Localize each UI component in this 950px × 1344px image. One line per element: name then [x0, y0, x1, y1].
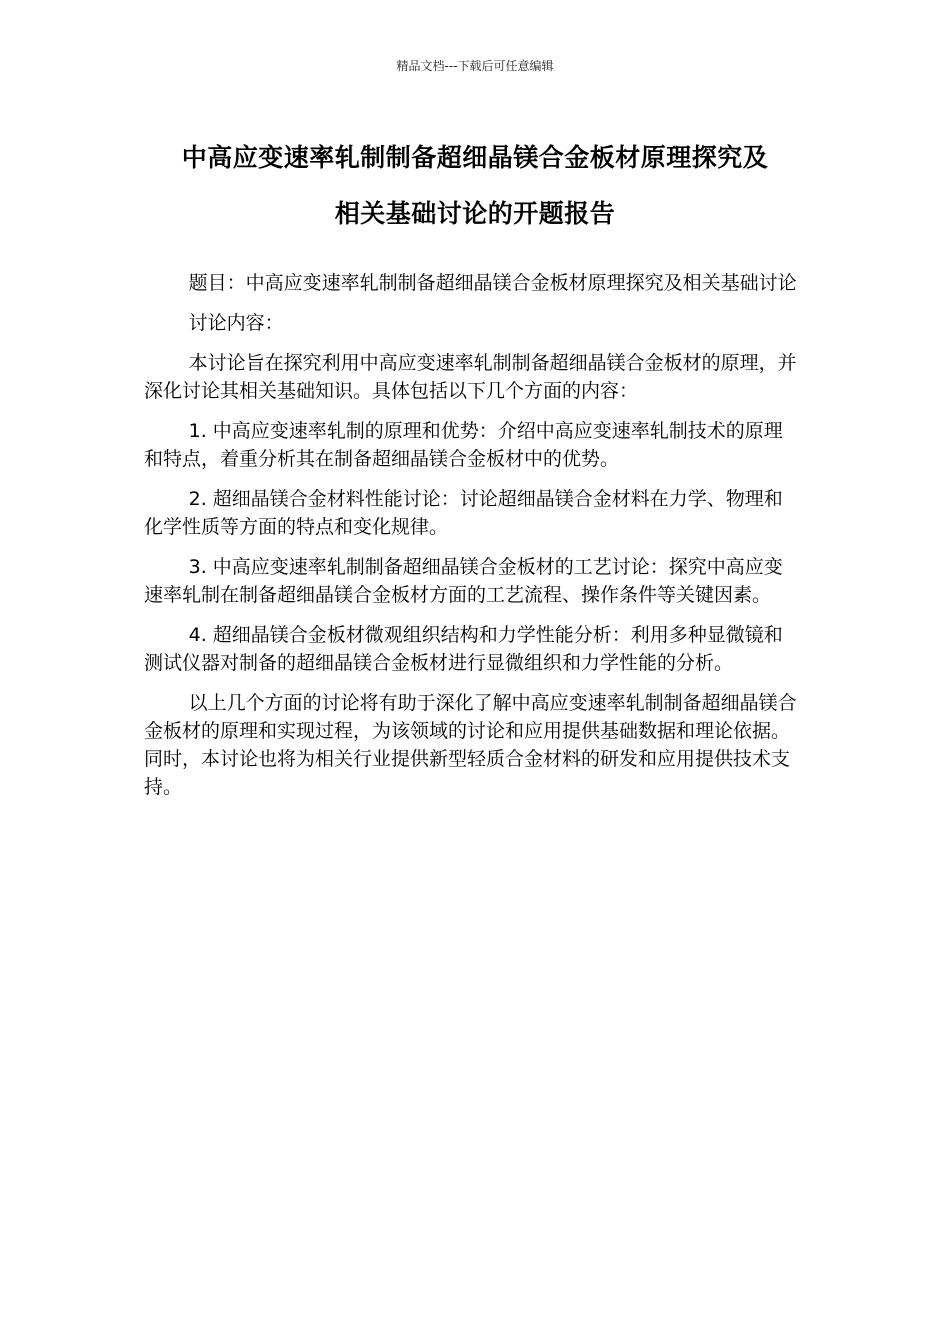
title-line-1: 中高应变速率轧制制备超细晶镁合金板材原理探究及 [181, 143, 769, 172]
paragraph-intro: 本讨论旨在探究利用中高应变速率轧制制备超细晶镁合金板材的原理，并深化讨论其相关基础知识。具体包括以下几个方面的内容： [144, 352, 797, 402]
document-title [140, 130, 810, 242]
paragraph-conclusion: 以上几个方面的讨论将有助于深化了解中高应变速率轧制制备超细晶镁合金板材的原理和实现过程，为该领域的讨论和应用提供基础数据和理论依据。同时，本讨论也将为相关行业提供新型轻质合金材料的研发和应用提供技术支持。 [144, 692, 797, 798]
paragraph-item-2: 2. 超细晶镁合金材料性能讨论：讨论超细晶镁合金材料在力学、物理和化学性质等方面的特点和变化规律。 [144, 488, 783, 538]
document-body [144, 269, 799, 813]
paragraph-item-4: 4. 超细晶镁合金板材微观组织结构和力学性能分析：利用多种显微镜和测试仪器对制备的超细晶镁合金板材进行显微组织和力学性能的分析。 [144, 624, 783, 674]
paragraph-topic: 题目：中高应变速率轧制制备超细晶镁合金板材原理探究及相关基础讨论 [188, 272, 797, 294]
header-note: 精品文档---下载后可任意编辑 [396, 59, 554, 73]
title-line-2: 相关基础讨论的开题报告 [334, 199, 616, 228]
paragraph-item-1: 1. 中高应变速率轧制的原理和优势：介绍中高应变速率轧制技术的原理和特点，着重分析其在制备超细晶镁合金板材中的优势。 [144, 420, 783, 470]
paragraph-content-heading: 讨论内容： [188, 312, 284, 334]
paragraph-item-3: 3. 中高应变速率轧制制备超细晶镁合金板材的工艺讨论：探究中高应变速率轧制在制备超细晶镁合金板材方面的工艺流程、操作条件等关键因素。 [144, 556, 783, 606]
